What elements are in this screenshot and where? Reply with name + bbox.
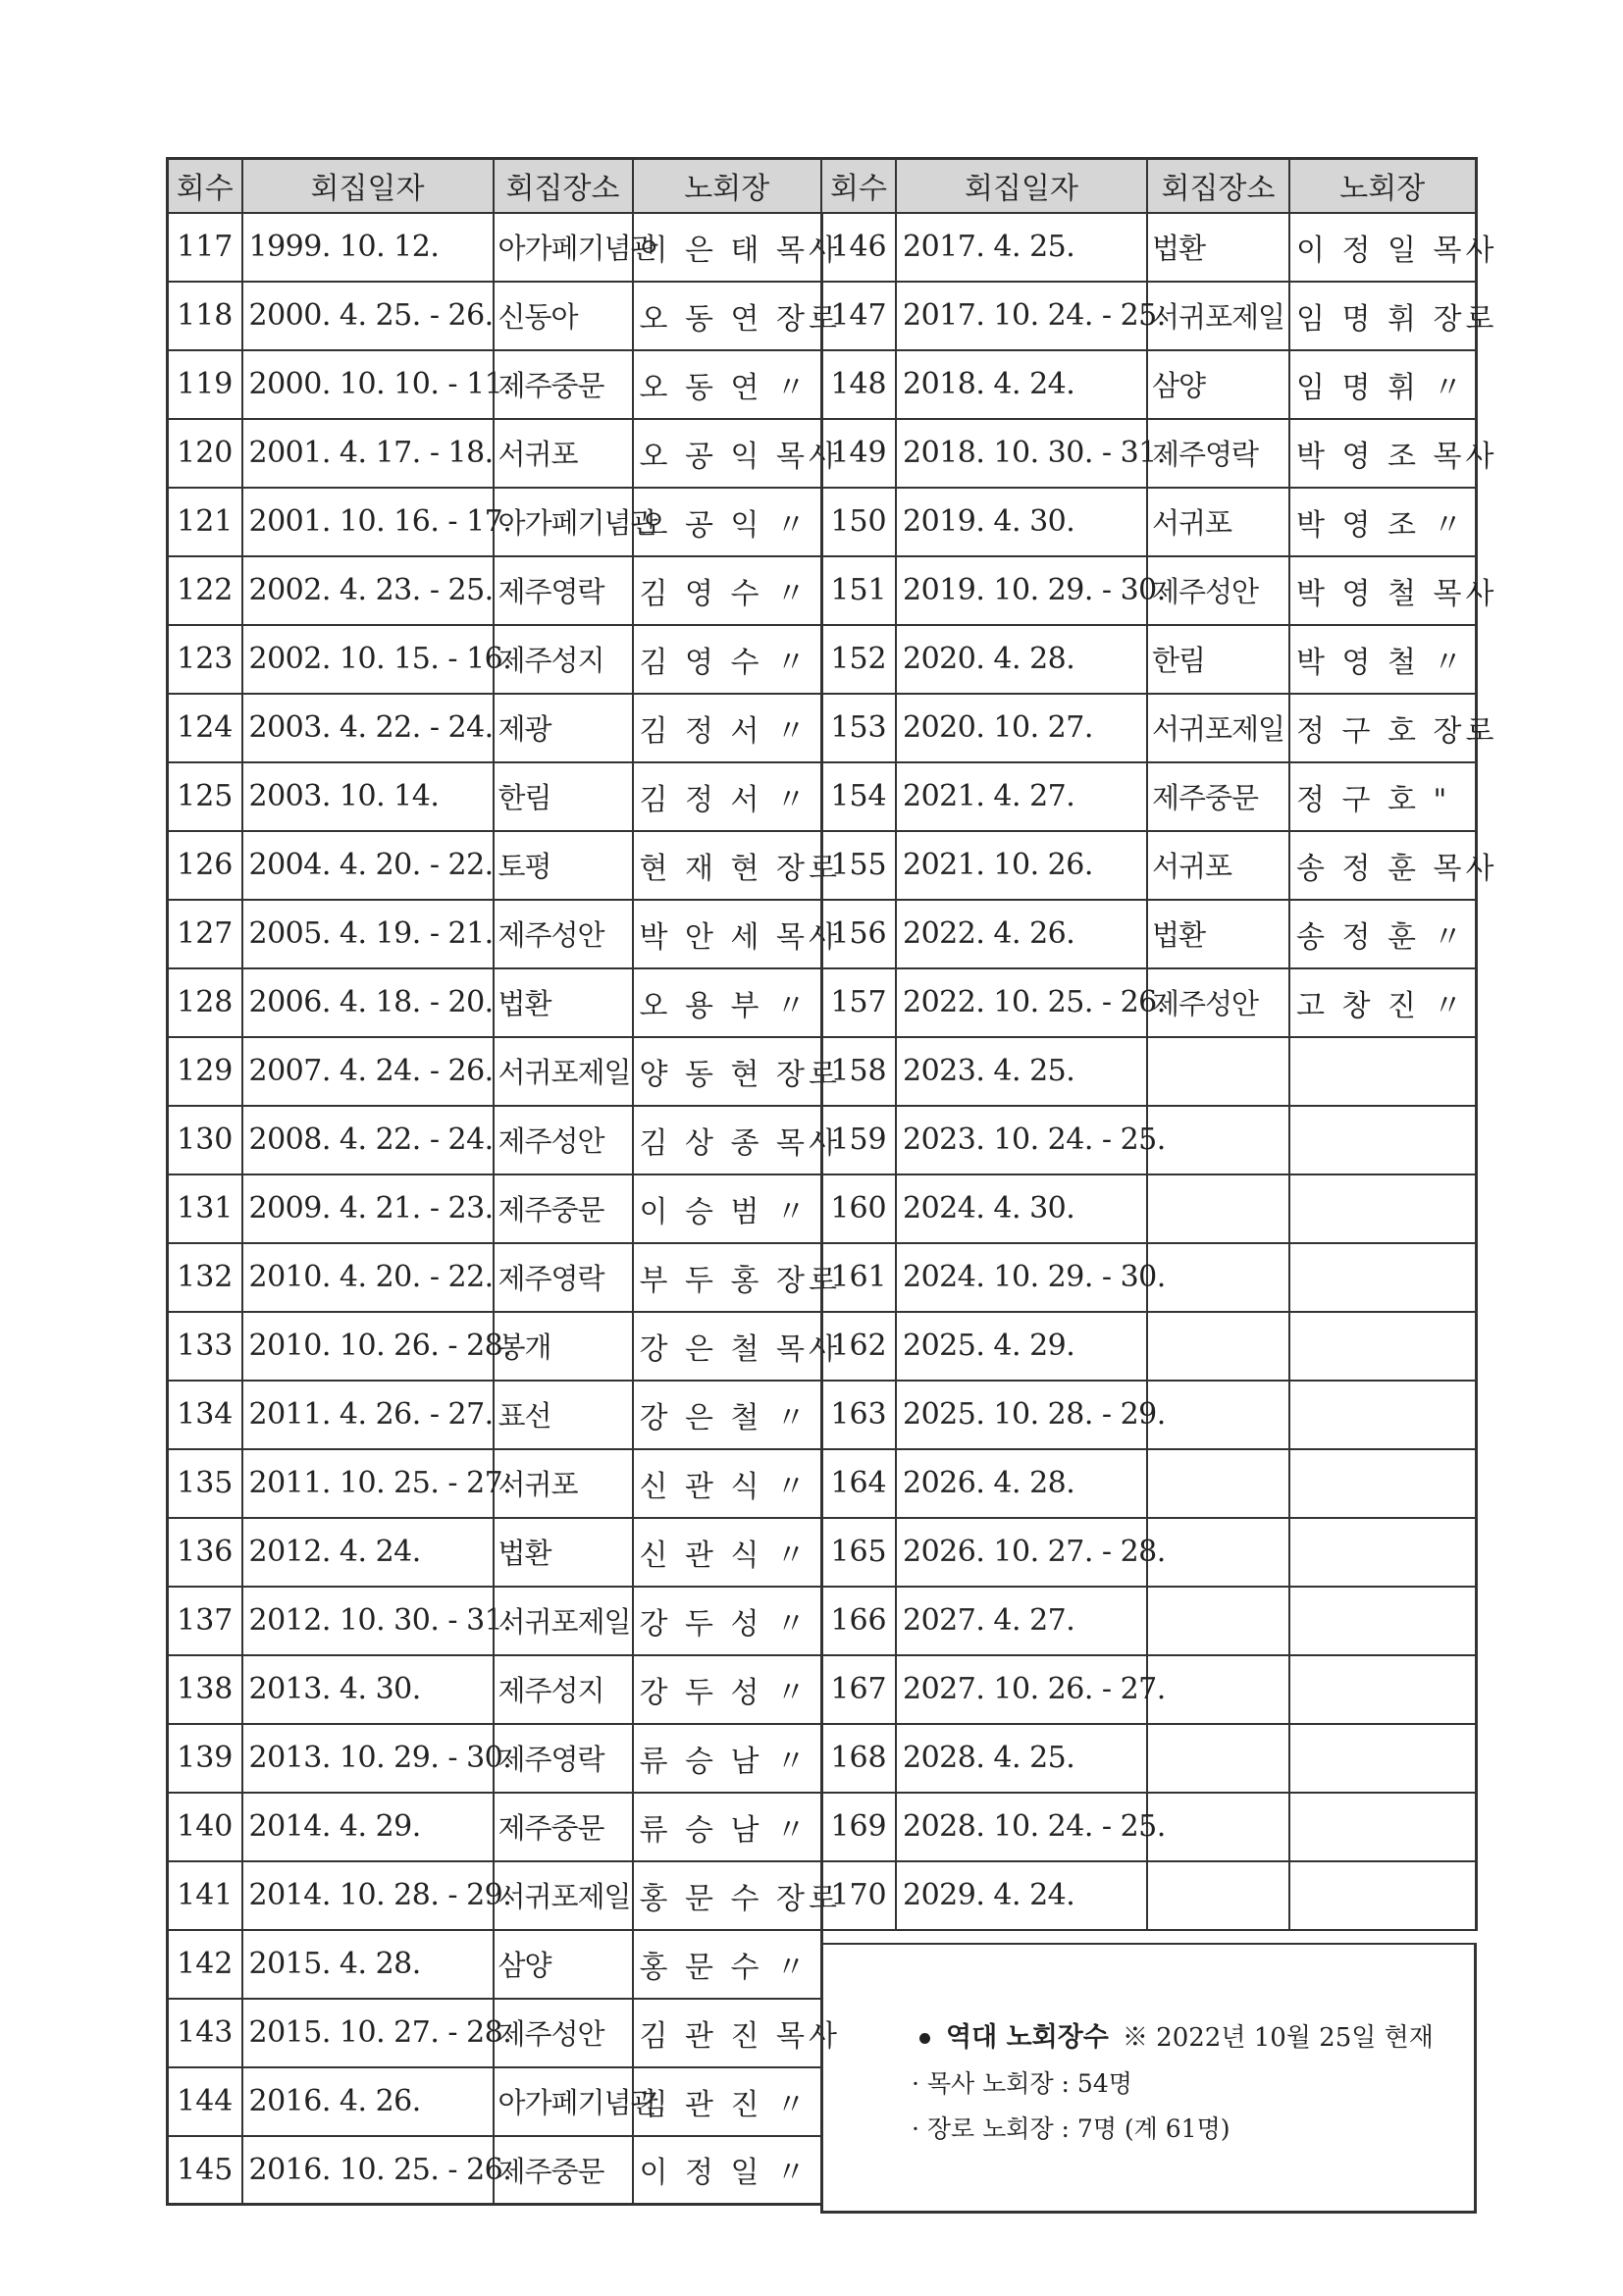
session-number: 120 xyxy=(168,419,242,488)
meeting-place xyxy=(1147,1655,1289,1724)
moderator: 고 창 진 〃 xyxy=(1289,968,1476,1037)
meeting-place: 제주성지 xyxy=(494,1655,633,1724)
session-number: 148 xyxy=(821,350,896,419)
moderator xyxy=(1289,1587,1476,1655)
meeting-place: 아가페기념관 xyxy=(494,2067,633,2136)
table-row xyxy=(168,350,822,419)
session-number: 168 xyxy=(821,1724,896,1793)
session-number: 128 xyxy=(168,968,242,1037)
meeting-date: 2027. 4. 27. xyxy=(896,1587,1147,1655)
moderator: 김 정 서 〃 xyxy=(633,762,822,831)
moderator: 김 관 진 목사 xyxy=(633,1999,822,2067)
header-meeting-place: 회집장소 xyxy=(494,159,633,213)
meeting-place: 제주중문 xyxy=(494,350,633,419)
meeting-place: 표선 xyxy=(494,1381,633,1449)
moderator xyxy=(1289,1449,1476,1518)
meeting-date: 2027. 10. 26. - 27. xyxy=(896,1655,1147,1724)
table-row xyxy=(168,1174,822,1243)
moderator: 강 은 철 목사 xyxy=(633,1312,822,1381)
meeting-date: 2009. 4. 21. - 23. xyxy=(242,1174,494,1243)
moderator: 박 영 조 목사 xyxy=(1289,419,1476,488)
table-row xyxy=(821,1106,1476,1174)
moderator xyxy=(1289,1724,1476,1793)
table-row xyxy=(168,1381,822,1449)
meeting-date: 2024. 4. 30. xyxy=(896,1174,1147,1243)
table-row xyxy=(168,1587,822,1655)
table-row xyxy=(168,1930,822,1999)
session-number: 122 xyxy=(168,556,242,625)
meeting-date: 2025. 10. 28. - 29. xyxy=(896,1381,1147,1449)
meeting-place: 한림 xyxy=(1147,625,1289,694)
meeting-date: 2002. 4. 23. - 25. xyxy=(242,556,494,625)
moderator: 류 승 남 〃 xyxy=(633,1793,822,1861)
meeting-place xyxy=(1147,1724,1289,1793)
table-row xyxy=(168,625,822,694)
moderator: 임 명 휘 장로 xyxy=(1289,282,1476,350)
meeting-date: 2020. 4. 28. xyxy=(896,625,1147,694)
meeting-place: 서귀포제일 xyxy=(494,1037,633,1106)
table-row xyxy=(168,900,822,968)
moderator: 신 관 식 〃 xyxy=(633,1518,822,1587)
meeting-date: 2002. 10. 15. - 16. xyxy=(242,625,494,694)
moderator: 정 구 호 장로 xyxy=(1289,694,1476,762)
meeting-place: 제주영락 xyxy=(1147,419,1289,488)
meeting-date: 2023. 10. 24. - 25. xyxy=(896,1106,1147,1174)
meeting-place: 한림 xyxy=(494,762,633,831)
session-number: 152 xyxy=(821,625,896,694)
table-row xyxy=(821,556,1476,625)
meeting-date: 2000. 10. 10. - 11. xyxy=(242,350,494,419)
moderator: 신 관 식 〃 xyxy=(633,1449,822,1518)
meeting-place: 제주성안 xyxy=(1147,968,1289,1037)
session-number: 119 xyxy=(168,350,242,419)
moderator: 이 정 일 목사 xyxy=(1289,213,1476,282)
meeting-date: 2012. 4. 24. xyxy=(242,1518,494,1587)
meeting-place: 서귀포제일 xyxy=(494,1861,633,1930)
meeting-date: 2015. 10. 27. - 28. xyxy=(242,1999,494,2067)
meeting-place: 법환 xyxy=(1147,900,1289,968)
session-number: 126 xyxy=(168,831,242,900)
meeting-place: 법환 xyxy=(494,968,633,1037)
meeting-date: 2014. 4. 29. xyxy=(242,1793,494,1861)
meeting-place xyxy=(1147,1174,1289,1243)
meeting-place: 제주성안 xyxy=(494,900,633,968)
meeting-place xyxy=(1147,1587,1289,1655)
meeting-place: 제주영락 xyxy=(494,1724,633,1793)
table-row xyxy=(168,694,822,762)
meeting-date: 2015. 4. 28. xyxy=(242,1930,494,1999)
moderator: 오 공 익 목사 xyxy=(633,419,822,488)
table-row xyxy=(821,762,1476,831)
table-row xyxy=(168,419,822,488)
moderator: 강 은 철 〃 xyxy=(633,1381,822,1449)
moderator xyxy=(1289,1174,1476,1243)
session-number: 134 xyxy=(168,1381,242,1449)
moderator: 박 안 세 목사 xyxy=(633,900,822,968)
meeting-date: 2012. 10. 30. - 31. xyxy=(242,1587,494,1655)
moderator: 홍 문 수 〃 xyxy=(633,1930,822,1999)
header-moderator: 노회장 xyxy=(1289,159,1476,213)
meeting-place: 서귀포 xyxy=(494,1449,633,1518)
table-row xyxy=(821,1037,1476,1106)
session-number: 164 xyxy=(821,1449,896,1518)
table-row xyxy=(168,1106,822,1174)
header-row xyxy=(168,159,822,213)
table-row xyxy=(821,488,1476,556)
session-number: 143 xyxy=(168,1999,242,2067)
header-moderator: 노회장 xyxy=(633,159,822,213)
meeting-place xyxy=(1147,1449,1289,1518)
meeting-date: 2014. 10. 28. - 29. xyxy=(242,1861,494,1930)
meeting-place: 봉개 xyxy=(494,1312,633,1381)
meeting-date: 2016. 10. 25. - 26. xyxy=(242,2136,494,2205)
meeting-date: 2010. 10. 26. - 28. xyxy=(242,1312,494,1381)
session-number: 145 xyxy=(168,2136,242,2205)
table-row xyxy=(821,831,1476,900)
summary-heading xyxy=(919,2015,1434,2054)
meeting-date: 2011. 4. 26. - 27. xyxy=(242,1381,494,1449)
meeting-date: 2005. 4. 19. - 21. xyxy=(242,900,494,968)
session-number: 159 xyxy=(821,1106,896,1174)
meeting-date: 2004. 4. 20. - 22. xyxy=(242,831,494,900)
moderator: 박 영 철 목사 xyxy=(1289,556,1476,625)
meeting-date: 2003. 4. 22. - 24. xyxy=(242,694,494,762)
moderator: 양 동 현 장로 xyxy=(633,1037,822,1106)
session-number: 123 xyxy=(168,625,242,694)
meeting-date: 2010. 4. 20. - 22. xyxy=(242,1243,494,1312)
meeting-date: 2013. 10. 29. - 30. xyxy=(242,1724,494,1793)
session-number: 163 xyxy=(821,1381,896,1449)
meeting-date: 2001. 10. 16. - 17. xyxy=(242,488,494,556)
meeting-place xyxy=(1147,1037,1289,1106)
table-row xyxy=(821,1655,1476,1724)
session-number: 146 xyxy=(821,213,896,282)
moderator: 류 승 남 〃 xyxy=(633,1724,822,1793)
table-row xyxy=(168,1724,822,1793)
table-row xyxy=(821,900,1476,968)
meeting-place: 법환 xyxy=(494,1518,633,1587)
meeting-date: 2018. 4. 24. xyxy=(896,350,1147,419)
session-number: 158 xyxy=(821,1037,896,1106)
meeting-date: 2021. 4. 27. xyxy=(896,762,1147,831)
meeting-date: 2003. 10. 14. xyxy=(242,762,494,831)
table-row xyxy=(168,1655,822,1724)
meeting-date: 2020. 10. 27. xyxy=(896,694,1147,762)
meeting-place: 제주중문 xyxy=(494,1793,633,1861)
session-number: 125 xyxy=(168,762,242,831)
table-row xyxy=(821,625,1476,694)
table-row xyxy=(821,1793,1476,1861)
meeting-place: 삼양 xyxy=(1147,350,1289,419)
session-number: 165 xyxy=(821,1518,896,1587)
table-row xyxy=(821,282,1476,350)
meeting-place: 제주중문 xyxy=(1147,762,1289,831)
meeting-place: 신동아 xyxy=(494,282,633,350)
moderator: 이 승 범 〃 xyxy=(633,1174,822,1243)
moderator: 김 영 수 〃 xyxy=(633,556,822,625)
session-number: 137 xyxy=(168,1587,242,1655)
table-row xyxy=(168,1243,822,1312)
meeting-date: 2017. 10. 24. - 25. xyxy=(896,282,1147,350)
session-number: 127 xyxy=(168,900,242,968)
moderator: 송 정 훈 목사 xyxy=(1289,831,1476,900)
moderator: 김 영 수 〃 xyxy=(633,625,822,694)
session-number: 154 xyxy=(821,762,896,831)
session-number: 167 xyxy=(821,1655,896,1724)
table-row xyxy=(821,1381,1476,1449)
meeting-date: 2001. 4. 17. - 18. xyxy=(242,419,494,488)
meeting-date: 2023. 4. 25. xyxy=(896,1037,1147,1106)
meeting-place xyxy=(1147,1518,1289,1587)
meeting-date: 2008. 4. 22. - 24. xyxy=(242,1106,494,1174)
table-row xyxy=(821,350,1476,419)
session-number: 153 xyxy=(821,694,896,762)
session-number: 132 xyxy=(168,1243,242,1312)
table-row xyxy=(168,1999,822,2067)
session-number: 133 xyxy=(168,1312,242,1381)
moderator: 박 영 조 〃 xyxy=(1289,488,1476,556)
meeting-place: 서귀포제일 xyxy=(1147,694,1289,762)
header-meeting-date: 회집일자 xyxy=(896,159,1147,213)
meeting-date: 2022. 10. 25. - 26. xyxy=(896,968,1147,1037)
table-row xyxy=(168,1037,822,1106)
header-meeting-date: 회집일자 xyxy=(242,159,494,213)
session-number: 139 xyxy=(168,1724,242,1793)
moderator: 이 은 태 목사 xyxy=(633,213,822,282)
meeting-date: 2028. 4. 25. xyxy=(896,1724,1147,1793)
meeting-date: 2029. 4. 24. xyxy=(896,1861,1147,1930)
meeting-date: 2011. 10. 25. - 27. xyxy=(242,1449,494,1518)
session-number: 142 xyxy=(168,1930,242,1999)
table-row xyxy=(168,2136,822,2205)
table-row xyxy=(168,213,822,282)
meeting-date: 2013. 4. 30. xyxy=(242,1655,494,1724)
session-number: 151 xyxy=(821,556,896,625)
summary-note: ※ 2022년 10월 25일 현재 xyxy=(1122,2023,1434,2053)
summary-pastor-count: · 목사 노회장 : 54명 xyxy=(912,2069,1132,2098)
table-row xyxy=(821,1724,1476,1793)
meeting-date: 2000. 4. 25. - 26. xyxy=(242,282,494,350)
table-row xyxy=(168,968,822,1037)
minutes-table-left xyxy=(166,157,842,2206)
meeting-place xyxy=(1147,1312,1289,1381)
moderator: 김 관 진 〃 xyxy=(633,2067,822,2136)
moderator: 김 상 종 목사 xyxy=(633,1106,822,1174)
moderator: 오 용 부 〃 xyxy=(633,968,822,1037)
table-row xyxy=(168,1312,822,1381)
meeting-date: 2007. 4. 24. - 26. xyxy=(242,1037,494,1106)
meeting-place: 서귀포 xyxy=(1147,831,1289,900)
meeting-place: 서귀포제일 xyxy=(1147,282,1289,350)
meeting-place: 제주성지 xyxy=(494,625,633,694)
meeting-place: 제주성안 xyxy=(494,1106,633,1174)
moderator: 임 명 휘 〃 xyxy=(1289,350,1476,419)
meeting-date: 2018. 10. 30. - 31. xyxy=(896,419,1147,488)
meeting-date: 2022. 4. 26. xyxy=(896,900,1147,968)
session-number: 131 xyxy=(168,1174,242,1243)
moderator: 홍 문 수 장로 xyxy=(633,1861,822,1930)
meeting-place xyxy=(1147,1861,1289,1930)
table-row xyxy=(168,1518,822,1587)
table-row xyxy=(168,1449,822,1518)
table-row xyxy=(821,1174,1476,1243)
moderator: 박 영 철 〃 xyxy=(1289,625,1476,694)
table-row xyxy=(168,1861,822,1930)
meeting-place: 제광 xyxy=(494,694,633,762)
moderator xyxy=(1289,1655,1476,1724)
moderator: 오 공 익 〃 xyxy=(633,488,822,556)
meeting-place: 서귀포 xyxy=(1147,488,1289,556)
session-number: 141 xyxy=(168,1861,242,1930)
table-row xyxy=(168,282,822,350)
meeting-date: 2028. 10. 24. - 25. xyxy=(896,1793,1147,1861)
table-row xyxy=(821,1449,1476,1518)
meeting-date: 2024. 10. 29. - 30. xyxy=(896,1243,1147,1312)
moderator xyxy=(1289,1037,1476,1106)
moderator: 현 재 현 장로 xyxy=(633,831,822,900)
meeting-place: 삼양 xyxy=(494,1930,633,1999)
table-row xyxy=(821,1518,1476,1587)
meeting-date: 1999. 10. 12. xyxy=(242,213,494,282)
session-number: 117 xyxy=(168,213,242,282)
bullet-icon xyxy=(919,2033,930,2044)
table-row xyxy=(821,694,1476,762)
session-number: 121 xyxy=(168,488,242,556)
moderator-count-summary xyxy=(820,1943,1477,2214)
table-row xyxy=(821,1587,1476,1655)
meeting-place: 아가페기념관 xyxy=(494,213,633,282)
moderator xyxy=(1289,1243,1476,1312)
moderator: 강 두 성 〃 xyxy=(633,1587,822,1655)
meeting-place: 토평 xyxy=(494,831,633,900)
summary-title: 역대 노회장수 xyxy=(946,2022,1109,2053)
meeting-place: 제주중문 xyxy=(494,1174,633,1243)
meeting-date: 2026. 10. 27. - 28. xyxy=(896,1518,1147,1587)
meeting-place xyxy=(1147,1793,1289,1861)
session-number: 169 xyxy=(821,1793,896,1861)
moderator: 강 두 성 〃 xyxy=(633,1655,822,1724)
session-number: 162 xyxy=(821,1312,896,1381)
moderator xyxy=(1289,1861,1476,1930)
session-number: 156 xyxy=(821,900,896,968)
meeting-place: 제주영락 xyxy=(494,1243,633,1312)
meeting-date: 2021. 10. 26. xyxy=(896,831,1147,900)
session-number: 149 xyxy=(821,419,896,488)
meeting-date: 2019. 10. 29. - 30. xyxy=(896,556,1147,625)
table-row xyxy=(168,488,822,556)
session-number: 135 xyxy=(168,1449,242,1518)
meeting-place: 제주성안 xyxy=(1147,556,1289,625)
session-number: 136 xyxy=(168,1518,242,1587)
meeting-place: 아가페기념관 xyxy=(494,488,633,556)
moderator: 부 두 홍 장로 xyxy=(633,1243,822,1312)
moderator: 오 동 연 장로 xyxy=(633,282,822,350)
table-row xyxy=(168,2067,822,2136)
session-number: 160 xyxy=(821,1174,896,1243)
table-row xyxy=(821,968,1476,1037)
meeting-place: 제주중문 xyxy=(494,2136,633,2205)
session-number: 129 xyxy=(168,1037,242,1106)
moderator xyxy=(1289,1312,1476,1381)
meeting-place xyxy=(1147,1106,1289,1174)
header-session-no: 회수 xyxy=(821,159,896,213)
meeting-date: 2006. 4. 18. - 20. xyxy=(242,968,494,1037)
moderator xyxy=(1289,1381,1476,1449)
table-row xyxy=(168,556,822,625)
session-number: 124 xyxy=(168,694,242,762)
moderator: 송 정 훈 〃 xyxy=(1289,900,1476,968)
table-row xyxy=(821,1243,1476,1312)
meeting-date: 2025. 4. 29. xyxy=(896,1312,1147,1381)
header-meeting-place: 회집장소 xyxy=(1147,159,1289,213)
session-number: 150 xyxy=(821,488,896,556)
header-session-no: 회수 xyxy=(168,159,242,213)
session-number: 118 xyxy=(168,282,242,350)
moderator: 정 구 호 " xyxy=(1289,762,1476,831)
session-number: 140 xyxy=(168,1793,242,1861)
moderator: 김 정 서 〃 xyxy=(633,694,822,762)
summary-elder-count: · 장로 노회장 : 7명 (계 61명) xyxy=(912,2114,1230,2143)
meeting-place xyxy=(1147,1243,1289,1312)
meeting-date: 2017. 4. 25. xyxy=(896,213,1147,282)
table-row xyxy=(821,419,1476,488)
meeting-date: 2019. 4. 30. xyxy=(896,488,1147,556)
table-row xyxy=(168,762,822,831)
moderator: 이 정 일 〃 xyxy=(633,2136,822,2205)
table-row xyxy=(821,1861,1476,1930)
session-number: 170 xyxy=(821,1861,896,1930)
meeting-place: 법환 xyxy=(1147,213,1289,282)
moderator: 오 동 연 〃 xyxy=(633,350,822,419)
session-number: 130 xyxy=(168,1106,242,1174)
meeting-place xyxy=(1147,1381,1289,1449)
table-row xyxy=(821,1312,1476,1381)
meeting-place: 서귀포 xyxy=(494,419,633,488)
session-number: 138 xyxy=(168,1655,242,1724)
moderator xyxy=(1289,1518,1476,1587)
session-number: 161 xyxy=(821,1243,896,1312)
header-row xyxy=(821,159,1476,213)
table-row xyxy=(168,1793,822,1861)
table-row xyxy=(168,831,822,900)
meeting-place: 서귀포제일 xyxy=(494,1587,633,1655)
session-number: 157 xyxy=(821,968,896,1037)
meeting-date: 2016. 4. 26. xyxy=(242,2067,494,2136)
minutes-table-right xyxy=(820,157,1498,1931)
session-number: 155 xyxy=(821,831,896,900)
session-number: 166 xyxy=(821,1587,896,1655)
session-number: 147 xyxy=(821,282,896,350)
meeting-place: 제주성안 xyxy=(494,1999,633,2067)
meeting-place: 제주영락 xyxy=(494,556,633,625)
session-number: 144 xyxy=(168,2067,242,2136)
moderator xyxy=(1289,1793,1476,1861)
table-row xyxy=(821,213,1476,282)
moderator xyxy=(1289,1106,1476,1174)
meeting-date: 2026. 4. 28. xyxy=(896,1449,1147,1518)
